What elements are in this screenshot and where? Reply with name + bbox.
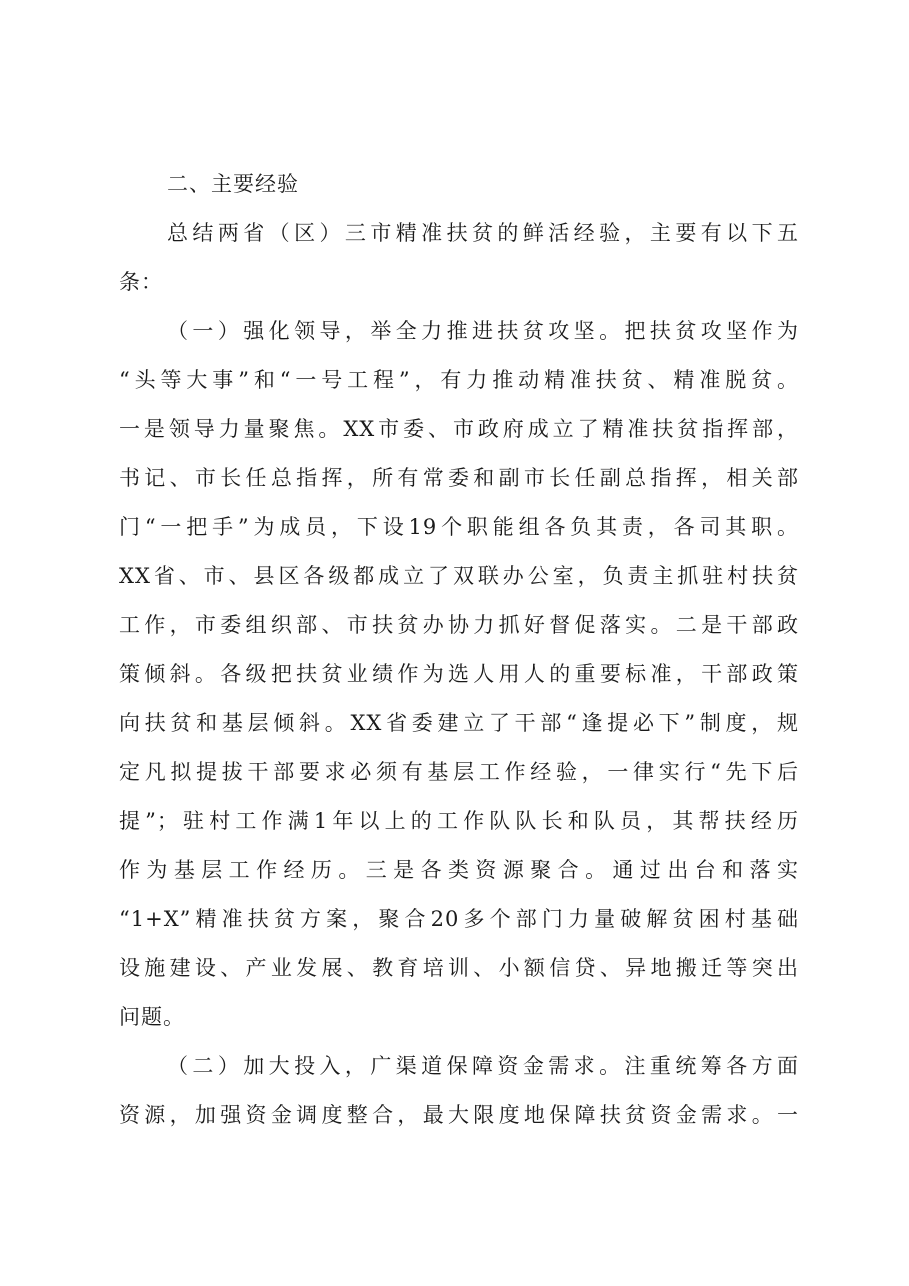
paragraph-line: 书记、市长任总指挥，所有常委和副市长任副总指挥，相关部 <box>119 466 799 490</box>
paragraph-line: （一）强化领导，举全力推进扶贫攻坚。把扶贫攻坚作为 <box>167 319 799 343</box>
section-heading: 二、主要经验 <box>167 172 299 196</box>
paragraph-line: 工作，市委组织部、市扶贫办协力抓好督促落实。二是干部政 <box>119 613 799 637</box>
paragraph-line: 一是领导力量聚焦。XX市委、市政府成立了精准扶贫指挥部， <box>119 417 799 441</box>
paragraph-line: 资源，加强资金调度整合，最大限度地保障扶贫资金需求。一 <box>119 1103 799 1127</box>
paragraph-line: XX省、市、县区各级都成立了双联办公室，负责主抓驻村扶贫 <box>119 564 799 588</box>
paragraph-line: （二）加大投入，广渠道保障资金需求。注重统筹各方面 <box>167 1054 799 1078</box>
paragraph-line: 定凡拟提拔干部要求必须有基层工作经验，一律实行“先下后 <box>119 760 799 784</box>
paragraph-line: 总结两省（区）三市精准扶贫的鲜活经验，主要有以下五 <box>167 221 799 245</box>
paragraph-line: 条： <box>119 270 163 294</box>
paragraph-line: 作为基层工作经历。三是各类资源聚合。通过出台和落实 <box>119 858 799 882</box>
paragraph-line: 向扶贫和基层倾斜。XX省委建立了干部“逢提必下”制度，规 <box>119 711 799 735</box>
paragraph-line: 策倾斜。各级把扶贫业绩作为选人用人的重要标准，干部政策 <box>119 662 799 686</box>
paragraph-line: 问题。 <box>119 1005 185 1029</box>
paragraph-line: 门“一把手”为成员，下设19个职能组各负其责，各司其职。 <box>119 515 799 539</box>
paragraph-line: “1+X”精准扶贫方案，聚合20多个部门力量破解贫困村基础 <box>119 907 799 931</box>
paragraph-line: 提”；驻村工作满1年以上的工作队队长和队员，其帮扶经历 <box>119 809 799 833</box>
paragraph-line: 设施建设、产业发展、教育培训、小额信贷、异地搬迁等突出 <box>119 956 799 980</box>
paragraph-line: “头等大事”和“一号工程”，有力推动精准扶贫、精准脱贫。 <box>119 368 799 392</box>
